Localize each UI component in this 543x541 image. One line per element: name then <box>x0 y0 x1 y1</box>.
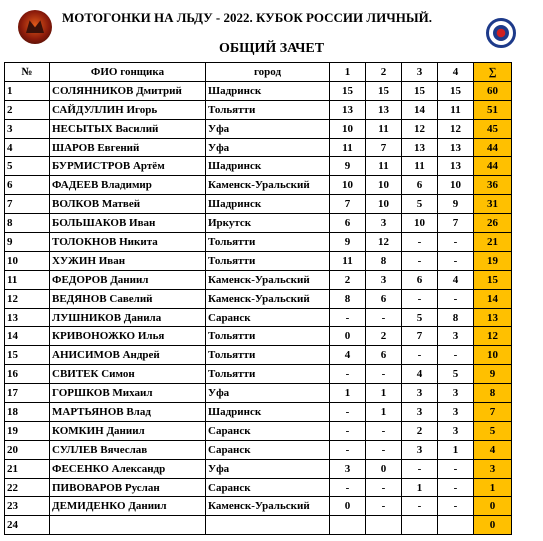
table-row <box>5 157 512 176</box>
rider-city: Тольятти <box>206 346 330 365</box>
stage-3-points: 1 <box>402 478 438 497</box>
rider-city: Шадринск <box>206 195 330 214</box>
rider-name: ФАДЕЕВ Владимир <box>50 176 206 195</box>
total-points: 14 <box>474 289 512 308</box>
row-number: 5 <box>5 157 50 176</box>
table-row <box>5 119 512 138</box>
col-header-stage-3: 3 <box>402 63 438 82</box>
stage-2-points: - <box>366 308 402 327</box>
stage-2-points: 3 <box>366 214 402 233</box>
row-number: 6 <box>5 176 50 195</box>
rider-name: ГОРШКОВ Михаил <box>50 384 206 403</box>
stage-2-points: 11 <box>366 157 402 176</box>
stage-1-points: - <box>330 421 366 440</box>
stage-3-points: 3 <box>402 384 438 403</box>
rider-name: СВИТЕК Симон <box>50 365 206 384</box>
total-points: 4 <box>474 440 512 459</box>
ice-speedway-logo-icon <box>18 10 52 44</box>
stage-4-points: - <box>438 459 474 478</box>
rider-name: КРИВОНОЖКО Илья <box>50 327 206 346</box>
stage-3-points: 6 <box>402 176 438 195</box>
stage-2-points: - <box>366 478 402 497</box>
stage-4-points: 4 <box>438 270 474 289</box>
stage-4-points: 13 <box>438 157 474 176</box>
total-points: 0 <box>474 516 512 535</box>
table-row <box>5 421 512 440</box>
stage-3-points: 7 <box>402 327 438 346</box>
stage-1-points: 2 <box>330 270 366 289</box>
stage-1-points: 4 <box>330 346 366 365</box>
rider-city: Шадринск <box>206 157 330 176</box>
table-row <box>5 251 512 270</box>
table-row <box>5 478 512 497</box>
row-number: 2 <box>5 100 50 119</box>
total-points: 0 <box>474 497 512 516</box>
rider-city: Уфа <box>206 384 330 403</box>
total-points: 60 <box>474 81 512 100</box>
col-header-number: № <box>5 63 50 82</box>
stage-4-points: 3 <box>438 384 474 403</box>
stage-4-points: 9 <box>438 195 474 214</box>
table-row <box>5 176 512 195</box>
rider-name: ФЕДОРОВ Даниил <box>50 270 206 289</box>
rider-city: Уфа <box>206 119 330 138</box>
stage-1-points: 8 <box>330 289 366 308</box>
rider-name: ШАРОВ Евгений <box>50 138 206 157</box>
page-title: МОТОГОНКИ НА ЛЬДУ - 2022. КУБОК РОССИИ ЛИЧНЫЙ. <box>62 10 432 25</box>
rider-name: ХУЖИН Иван <box>50 251 206 270</box>
row-number: 1 <box>5 81 50 100</box>
stage-3-points: 14 <box>402 100 438 119</box>
stage-2-points: 12 <box>366 233 402 252</box>
stage-1-points: 0 <box>330 497 366 516</box>
rider-name: БОЛЬШАКОВ Иван <box>50 214 206 233</box>
row-number: 16 <box>5 365 50 384</box>
row-number: 19 <box>5 421 50 440</box>
table-row <box>5 384 512 403</box>
col-header-total: ∑ <box>474 63 512 82</box>
table-row <box>5 516 512 535</box>
rider-name: СУЛЛЕВ Вячеслав <box>50 440 206 459</box>
stage-2-points: - <box>366 440 402 459</box>
stage-1-points: 3 <box>330 459 366 478</box>
stage-4-points: - <box>438 478 474 497</box>
rider-name: АНИСИМОВ Андрей <box>50 346 206 365</box>
stage-1-points: 0 <box>330 327 366 346</box>
stage-2-points: - <box>366 497 402 516</box>
rider-name: ТОЛОКНОВ Никита <box>50 233 206 252</box>
standings-table <box>4 62 512 535</box>
rider-city: Тольятти <box>206 100 330 119</box>
stage-4-points: - <box>438 346 474 365</box>
total-points: 13 <box>474 308 512 327</box>
stage-1-points: - <box>330 308 366 327</box>
table-row <box>5 214 512 233</box>
table-row <box>5 138 512 157</box>
stage-2-points: 0 <box>366 459 402 478</box>
stage-2-points: 1 <box>366 403 402 422</box>
col-header-city: город <box>206 63 330 82</box>
row-number: 10 <box>5 251 50 270</box>
stage-1-points: - <box>330 365 366 384</box>
stage-2-points: 11 <box>366 119 402 138</box>
stage-3-points: 11 <box>402 157 438 176</box>
rider-name: САЙДУЛЛИН Игорь <box>50 100 206 119</box>
row-number: 11 <box>5 270 50 289</box>
table-row <box>5 459 512 478</box>
total-points: 26 <box>474 214 512 233</box>
stage-1-points: 9 <box>330 157 366 176</box>
stage-2-points: 6 <box>366 289 402 308</box>
stage-4-points: 1 <box>438 440 474 459</box>
stage-1-points: 1 <box>330 384 366 403</box>
stage-3-points: - <box>402 497 438 516</box>
rider-name: КОМКИН Даниил <box>50 421 206 440</box>
rider-city: Шадринск <box>206 403 330 422</box>
stage-2-points: - <box>366 365 402 384</box>
stage-2-points <box>366 516 402 535</box>
stage-4-points: 7 <box>438 214 474 233</box>
stage-1-points: 11 <box>330 138 366 157</box>
rider-city: Саранск <box>206 478 330 497</box>
col-header-name: ФИО гонщика <box>50 63 206 82</box>
stage-3-points: 15 <box>402 81 438 100</box>
row-number: 17 <box>5 384 50 403</box>
stage-2-points: 7 <box>366 138 402 157</box>
stage-3-points: 13 <box>402 138 438 157</box>
stage-4-points: 3 <box>438 421 474 440</box>
stage-4-points: - <box>438 497 474 516</box>
rider-name: ДЕМИДЕНКО Даниил <box>50 497 206 516</box>
total-points: 21 <box>474 233 512 252</box>
rider-name: БУРМИСТРОВ Артём <box>50 157 206 176</box>
stage-2-points: - <box>366 421 402 440</box>
total-points: 45 <box>474 119 512 138</box>
stage-2-points: 1 <box>366 384 402 403</box>
stage-2-points: 10 <box>366 176 402 195</box>
total-points: 44 <box>474 157 512 176</box>
standings-subtitle: ОБЩИЙ ЗАЧЕТ <box>218 41 325 56</box>
table-row <box>5 403 512 422</box>
total-points: 5 <box>474 421 512 440</box>
stage-4-points <box>438 516 474 535</box>
stage-1-points: - <box>330 440 366 459</box>
table-row <box>5 440 512 459</box>
stage-4-points: - <box>438 251 474 270</box>
stage-4-points: 3 <box>438 403 474 422</box>
table-row <box>5 346 512 365</box>
row-number: 24 <box>5 516 50 535</box>
row-number: 4 <box>5 138 50 157</box>
table-row <box>5 270 512 289</box>
rider-city: Уфа <box>206 138 330 157</box>
rider-name: ВЕДЯНОВ Савелий <box>50 289 206 308</box>
total-points: 7 <box>474 403 512 422</box>
stage-4-points: 13 <box>438 138 474 157</box>
stage-3-points: 12 <box>402 119 438 138</box>
row-number: 23 <box>5 497 50 516</box>
table-row <box>5 233 512 252</box>
total-points: 8 <box>474 384 512 403</box>
rider-name: ПИВОВАРОВ Руслан <box>50 478 206 497</box>
rider-city: Уфа <box>206 459 330 478</box>
row-number: 18 <box>5 403 50 422</box>
row-number: 21 <box>5 459 50 478</box>
table-row <box>5 327 512 346</box>
total-points: 44 <box>474 138 512 157</box>
stage-4-points: 5 <box>438 365 474 384</box>
rider-city: Каменск-Уральский <box>206 497 330 516</box>
total-points: 15 <box>474 270 512 289</box>
total-points: 9 <box>474 365 512 384</box>
stage-2-points: 10 <box>366 195 402 214</box>
col-header-stage-1: 1 <box>330 63 366 82</box>
rider-city: Тольятти <box>206 365 330 384</box>
rider-city: Тольятти <box>206 233 330 252</box>
stage-2-points: 15 <box>366 81 402 100</box>
stage-3-points: 2 <box>402 421 438 440</box>
stage-1-points: 10 <box>330 119 366 138</box>
stage-4-points: 15 <box>438 81 474 100</box>
rider-city <box>206 516 330 535</box>
stage-3-points: - <box>402 251 438 270</box>
table-row <box>5 308 512 327</box>
table-row <box>5 81 512 100</box>
total-points: 31 <box>474 195 512 214</box>
stage-4-points: 11 <box>438 100 474 119</box>
total-points: 1 <box>474 478 512 497</box>
stage-4-points: 10 <box>438 176 474 195</box>
table-row <box>5 195 512 214</box>
rider-city: Каменск-Уральский <box>206 289 330 308</box>
stage-3-points: 6 <box>402 270 438 289</box>
stage-4-points: - <box>438 289 474 308</box>
stage-2-points: 8 <box>366 251 402 270</box>
row-number: 9 <box>5 233 50 252</box>
stage-3-points: 5 <box>402 195 438 214</box>
total-points: 12 <box>474 327 512 346</box>
table-row <box>5 289 512 308</box>
stage-3-points: 4 <box>402 365 438 384</box>
stage-3-points: 10 <box>402 214 438 233</box>
table-row <box>5 100 512 119</box>
sheet-header <box>0 0 543 62</box>
table-row <box>5 497 512 516</box>
total-points: 51 <box>474 100 512 119</box>
stage-4-points: 8 <box>438 308 474 327</box>
rider-city: Тольятти <box>206 327 330 346</box>
col-header-stage-2: 2 <box>366 63 402 82</box>
total-points: 3 <box>474 459 512 478</box>
row-number: 15 <box>5 346 50 365</box>
stage-1-points: 7 <box>330 195 366 214</box>
stage-1-points: 6 <box>330 214 366 233</box>
stage-4-points: 12 <box>438 119 474 138</box>
rider-city: Саранск <box>206 308 330 327</box>
rider-name: НЕСЫТЫХ Василий <box>50 119 206 138</box>
rider-city: Саранск <box>206 421 330 440</box>
rider-name <box>50 516 206 535</box>
stage-1-points: - <box>330 403 366 422</box>
stage-3-points: - <box>402 459 438 478</box>
row-number: 13 <box>5 308 50 327</box>
row-number: 14 <box>5 327 50 346</box>
rider-city: Каменск-Уральский <box>206 176 330 195</box>
table-row <box>5 365 512 384</box>
stage-2-points: 3 <box>366 270 402 289</box>
table-header-row <box>5 63 512 82</box>
stage-1-points <box>330 516 366 535</box>
stage-1-points: 9 <box>330 233 366 252</box>
stage-1-points: 10 <box>330 176 366 195</box>
stage-2-points: 13 <box>366 100 402 119</box>
row-number: 3 <box>5 119 50 138</box>
row-number: 12 <box>5 289 50 308</box>
stage-2-points: 2 <box>366 327 402 346</box>
row-number: 7 <box>5 195 50 214</box>
stage-3-points: 3 <box>402 403 438 422</box>
stage-1-points: 11 <box>330 251 366 270</box>
stage-1-points: - <box>330 478 366 497</box>
rider-name: МАРТЬЯНОВ Влад <box>50 403 206 422</box>
stage-2-points: 6 <box>366 346 402 365</box>
rider-city: Иркутск <box>206 214 330 233</box>
rider-city: Шадринск <box>206 81 330 100</box>
total-points: 19 <box>474 251 512 270</box>
stage-3-points: - <box>402 289 438 308</box>
stage-3-points <box>402 516 438 535</box>
rider-city: Тольятти <box>206 251 330 270</box>
total-points: 10 <box>474 346 512 365</box>
rider-name: СОЛЯННИКОВ Дмитрий <box>50 81 206 100</box>
stage-1-points: 13 <box>330 100 366 119</box>
col-header-stage-4: 4 <box>438 63 474 82</box>
stage-4-points: - <box>438 233 474 252</box>
stage-4-points: 3 <box>438 327 474 346</box>
rider-name: ФЕСЕНКО Александр <box>50 459 206 478</box>
rider-name: ВОЛКОВ Матвей <box>50 195 206 214</box>
rider-city: Каменск-Уральский <box>206 270 330 289</box>
row-number: 20 <box>5 440 50 459</box>
row-number: 8 <box>5 214 50 233</box>
stage-3-points: - <box>402 233 438 252</box>
row-number: 22 <box>5 478 50 497</box>
rider-city: Саранск <box>206 440 330 459</box>
stage-3-points: 5 <box>402 308 438 327</box>
stage-1-points: 15 <box>330 81 366 100</box>
rider-name: ЛУШНИКОВ Данила <box>50 308 206 327</box>
stage-3-points: - <box>402 346 438 365</box>
total-points: 36 <box>474 176 512 195</box>
stage-3-points: 3 <box>402 440 438 459</box>
